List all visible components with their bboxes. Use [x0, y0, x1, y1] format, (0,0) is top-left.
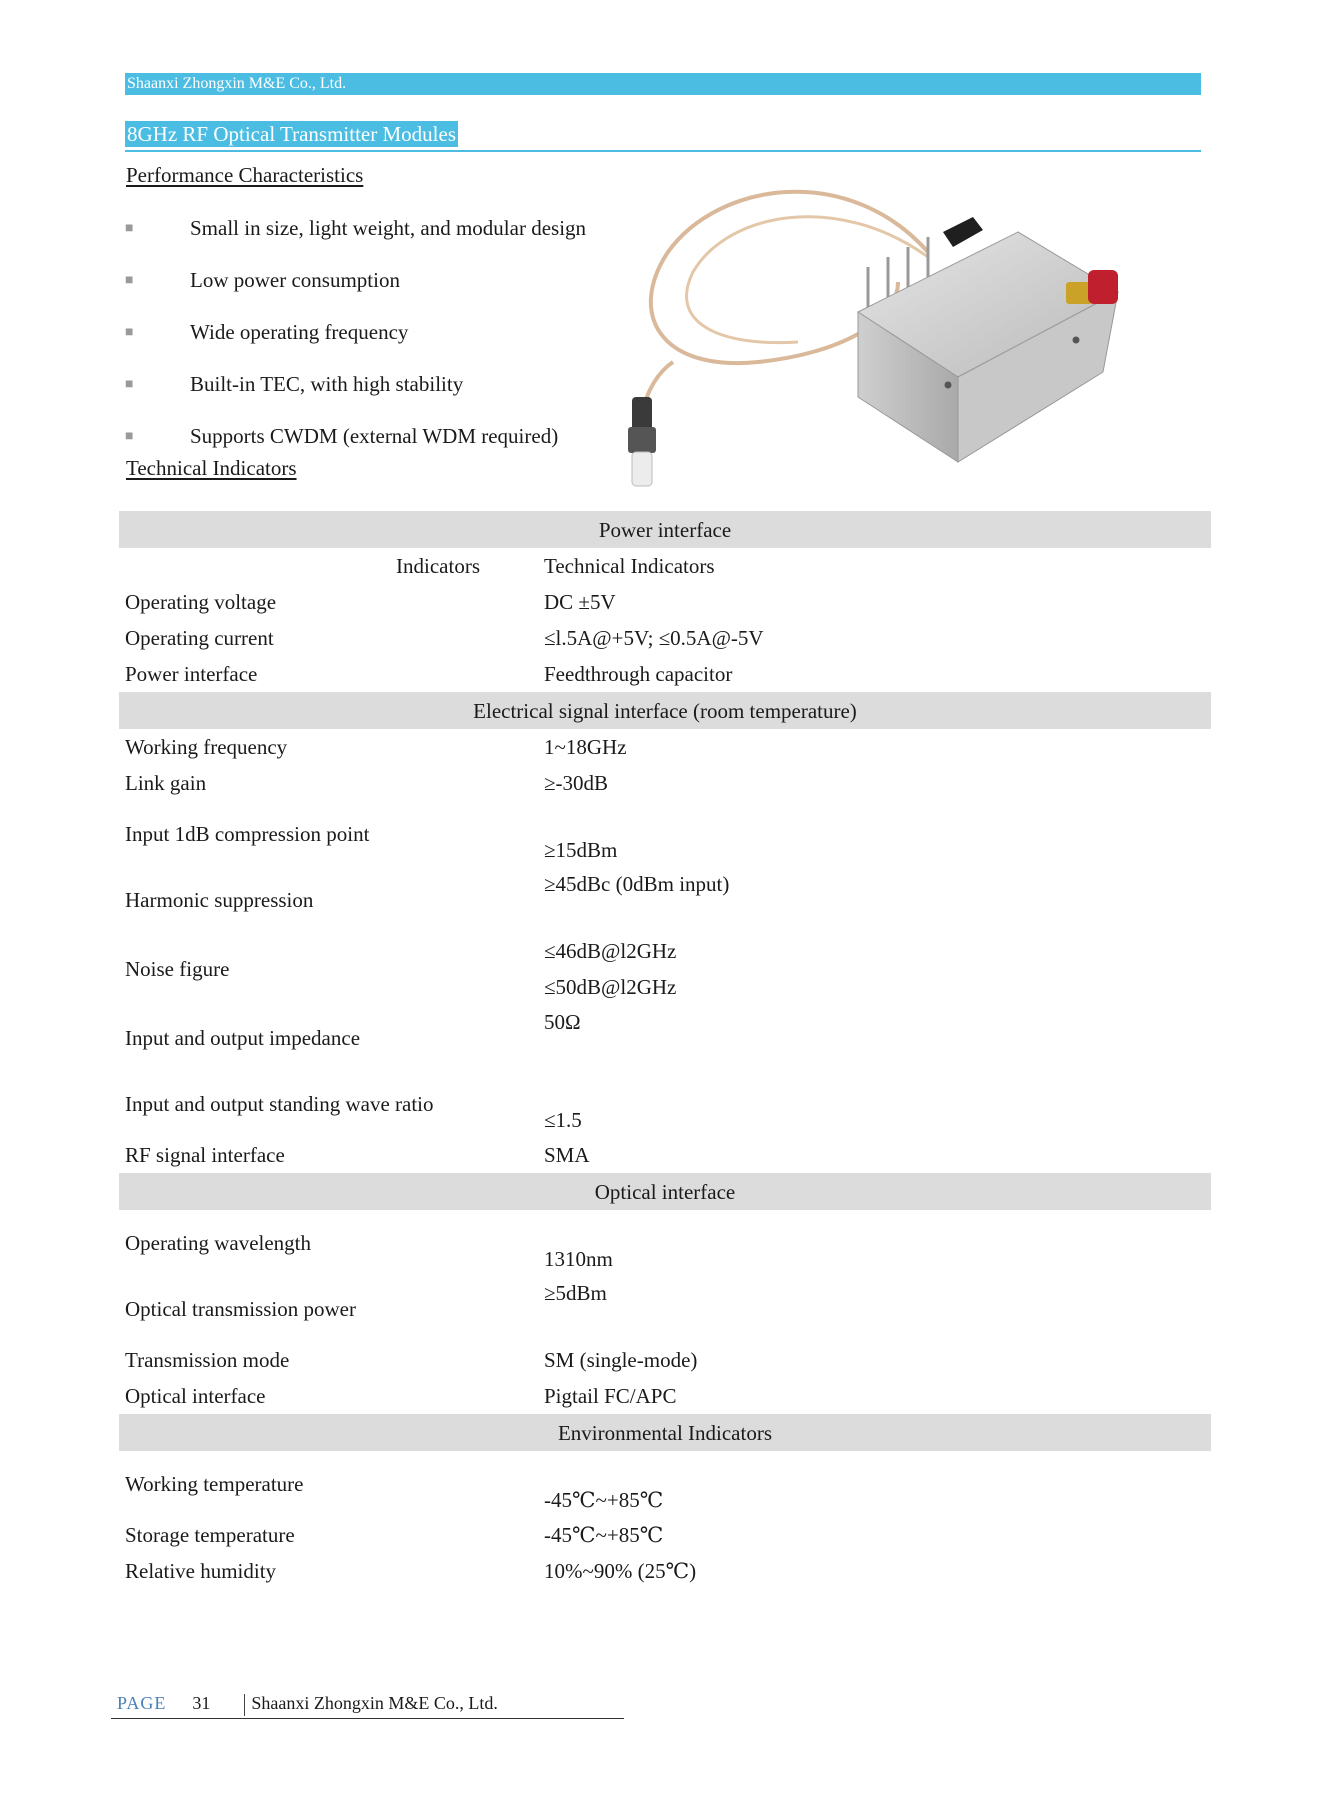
row-label: Input and output standing wave ratio [125, 1092, 434, 1116]
technical-indicators-table [119, 511, 1211, 1589]
row-label: Operating wavelength [125, 1231, 312, 1255]
row-value: DC ±5V [544, 590, 616, 614]
group-title: Environmental Indicators [119, 1414, 1211, 1451]
product-photo [598, 172, 1202, 492]
performance-heading: Performance Characteristics [126, 163, 364, 187]
group-title: Power interface [119, 511, 1211, 548]
header-company-name: Shaanxi Zhongxin M&E Co., Ltd. [127, 75, 347, 92]
row-value: ≤l.5A@+5V; ≤0.5A@-5V [544, 626, 764, 650]
row-value-multiline [538, 933, 1211, 1005]
table-row [119, 1071, 1211, 1137]
row-value: -45℃~+85℃ [544, 1523, 664, 1547]
group-row-power [119, 511, 1211, 548]
technical-heading: Technical Indicators [126, 456, 297, 480]
group-row-optical [119, 1173, 1211, 1210]
table-row [119, 1378, 1211, 1414]
row-label: Working frequency [125, 735, 288, 759]
row-value: Feedthrough capacitor [544, 662, 733, 686]
row-label: Input and output impedance [125, 1026, 361, 1050]
footer-divider [244, 1694, 245, 1716]
row-value: Pigtail FC/APC [544, 1384, 677, 1408]
column-header-technical: Technical Indicators [544, 554, 715, 578]
table-row [119, 801, 1211, 867]
row-label: Relative humidity [125, 1559, 277, 1583]
table-row [119, 867, 1211, 933]
table-row [119, 1137, 1211, 1173]
feature-text: Small in size, light weight, and modular design [190, 216, 587, 240]
row-value: ≥15dBm [544, 838, 618, 862]
footer-page-number: 31 [192, 1693, 211, 1713]
row-value: 1~18GHz [544, 735, 627, 759]
row-label: Optical interface [125, 1384, 266, 1408]
list-item [125, 366, 586, 418]
row-label: Working temperature [125, 1472, 304, 1496]
row-label: Harmonic suppression [125, 888, 314, 912]
row-value: ≤46dB@l2GHz [544, 939, 677, 963]
table-row [119, 1517, 1211, 1553]
row-value: ≥-30dB [544, 771, 609, 795]
row-value: SMA [544, 1143, 590, 1167]
footer-company: Shaanxi Zhongxin M&E Co., Ltd. [251, 1693, 498, 1713]
table-row [119, 584, 1211, 620]
title-row [125, 121, 1201, 152]
row-label: RF signal interface [125, 1143, 285, 1167]
row-label: Noise figure [125, 957, 230, 981]
feature-text: Built-in TEC, with high stability [190, 372, 464, 396]
row-label: Operating current [125, 626, 274, 650]
bullet-icon: ■ [125, 429, 134, 444]
group-row-electrical [119, 692, 1211, 729]
table-row [119, 656, 1211, 692]
row-value: 10%~90% (25℃) [544, 1559, 697, 1583]
row-value: SM (single-mode) [544, 1348, 698, 1372]
group-title: Electrical signal interface (room temperature) [119, 692, 1211, 729]
table-row [119, 1553, 1211, 1589]
page-footer [111, 1688, 624, 1719]
bullet-icon: ■ [125, 377, 134, 392]
row-value: ≥5dBm [544, 1281, 607, 1305]
column-header-indicators: Indicators [396, 554, 480, 578]
row-label: Optical transmission power [125, 1297, 356, 1321]
page-title: 8GHz RF Optical Transmitter Modules [127, 122, 456, 146]
row-value: ≥45dBc (0dBm input) [544, 872, 730, 896]
table-row [119, 729, 1211, 765]
row-value: 50Ω [544, 1010, 581, 1034]
table-row [119, 765, 1211, 801]
bullet-icon: ■ [125, 273, 134, 288]
row-label: Storage temperature [125, 1523, 295, 1547]
feature-text: Low power consumption [190, 268, 400, 292]
feature-text: Wide operating frequency [190, 320, 409, 344]
bullet-icon: ■ [125, 325, 134, 340]
row-label: Link gain [125, 771, 207, 795]
row-value: ≤1.5 [544, 1108, 582, 1132]
list-item [125, 314, 586, 366]
group-title: Optical interface [119, 1173, 1211, 1210]
table-row [119, 1005, 1211, 1071]
group-row-environmental [119, 1414, 1211, 1451]
feature-list [125, 210, 586, 470]
column-header-row [119, 548, 1211, 584]
row-label: Input 1dB compression point [125, 822, 370, 846]
row-label: Transmission mode [125, 1348, 290, 1372]
table-row [119, 1276, 1211, 1342]
row-value: 1310nm [544, 1247, 613, 1271]
list-item [125, 210, 586, 262]
feature-text: Supports CWDM (external WDM required) [190, 424, 559, 448]
row-value: -45℃~+85℃ [544, 1488, 664, 1512]
row-label: Operating voltage [125, 590, 277, 614]
table-row [119, 620, 1211, 656]
row-value: ≤50dB@l2GHz [544, 975, 677, 999]
table-row [119, 1210, 1211, 1276]
table-row [119, 1451, 1211, 1517]
table-row [119, 933, 1211, 1005]
bullet-icon: ■ [125, 221, 134, 236]
row-label: Power interface [125, 662, 258, 686]
header-company-bar [125, 73, 1201, 95]
footer-page-label: PAGE [117, 1693, 167, 1713]
list-item [125, 262, 586, 314]
table-row [119, 1342, 1211, 1378]
